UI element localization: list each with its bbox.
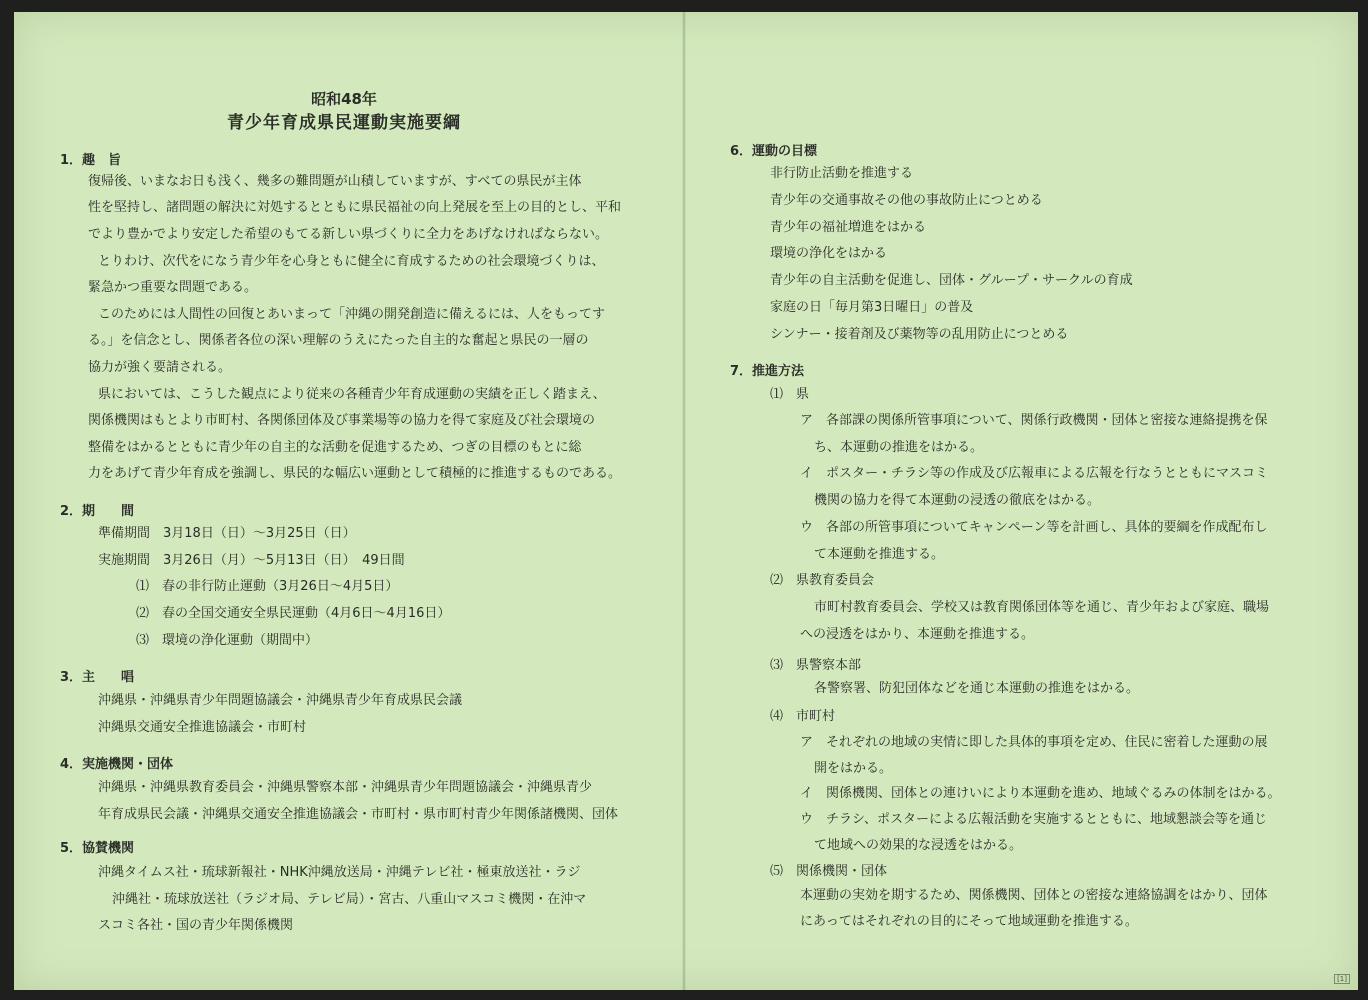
page-fold: [682, 12, 686, 990]
goal-item: 非行防止活動を推進する: [770, 166, 914, 181]
section-1-line: 緊急かつ重要な問題である。: [88, 280, 258, 295]
section-1-line: このためには人間性の回復とあいまって「沖縄の開発創造に備えるには、人をもってす: [98, 307, 606, 322]
method-line: イ ポスター・チラシ等の作成及び広報車による広報を行なうとともにマスコミ: [800, 466, 1269, 481]
section-6-heading: 6．運動の目標: [730, 144, 818, 159]
document-main-title: 青少年育成県民運動実施要綱: [227, 113, 461, 133]
page-number: [1]: [1334, 974, 1350, 984]
method-line: 各警察署、防犯団体などを通じ本運動の推進をはかる。: [814, 681, 1140, 696]
section-5-line: スコミ各社・国の青少年関係機関: [98, 918, 294, 933]
section-7-heading: 7．推進方法: [730, 364, 805, 379]
section-1-line: 整備をはかるとともに青少年の自主的な活動を促進するため、つぎの目標のもとに総: [88, 440, 582, 455]
section-4-line: 沖縄県・沖縄県教育委員会・沖縄県警察本部・沖縄県青少年問題協議会・沖縄県青少: [98, 780, 593, 795]
method-subheading: ⑸ 関係機関・団体: [770, 864, 888, 879]
method-line: 機関の協力を得て本運動の浸透の徹底をはかる。: [814, 493, 1101, 508]
section-3-line: 沖縄県・沖縄県青少年問題協議会・沖縄県青少年育成県民会議: [98, 693, 463, 708]
method-line: にあってはそれぞれの目的にそって地域運動を推進する。: [800, 914, 1138, 929]
method-line: ア それぞれの地域の実情に即した具体的事項を定め、住民に密着した運動の展: [800, 735, 1268, 750]
period-item: ⑶ 環境の浄化運動（期間中）: [136, 633, 319, 648]
method-subheading: ⑷ 市町村: [770, 709, 836, 724]
method-subheading: ⑴ 県: [770, 387, 810, 402]
section-5-line: 沖縄社・琉球放送社（ラジオ局、テレビ局）・宮古、八重山マスコミ機関・在沖マ: [112, 892, 587, 907]
section-1-line: る。」を信念とし、関係者各位の深い理解のうえにたった自主的な奮起と県民の一層の: [88, 333, 589, 348]
section-1-line: 性を堅持し、諸問題の解決に対処するとともに県民福祉の向上発展を至上の目的とし、平和: [88, 200, 622, 215]
period-prep: 準備期間 3月18日（日）～3月25日（日）: [98, 526, 356, 541]
section-1-heading: 1．趣 旨: [60, 153, 122, 168]
period-implementation: 実施期間 3月26日（月）～5月13日（日） 49日間: [98, 553, 405, 568]
method-line: て地域への効果的な浸透をはかる。: [814, 838, 1023, 853]
method-line: 市町村教育委員会、学校又は教育関係団体等を通じ、青少年および家庭、職場: [814, 600, 1270, 615]
method-subheading: ⑶ 県警察本部: [770, 658, 862, 673]
goal-item: 家庭の日「毎月第3日曜日」の普及: [770, 300, 974, 315]
method-line: ア 各部課の関係所管事項について、関係行政機関・団体と密接な連絡提携を保: [800, 413, 1268, 428]
section-5-line: 沖縄タイムス社・琉球新報社・NHK沖縄放送局・沖縄テレビ社・極東放送社・ラジ: [98, 865, 581, 880]
section-1-line: とりわけ、次代をになう青少年を心身ともに健全に育成するための社会環境づくりは、: [98, 254, 605, 269]
method-line: て本運動を推進する。: [814, 547, 945, 562]
method-subheading: ⑵ 県教育委員会: [770, 573, 875, 588]
period-item: ⑴ 春の非行防止運動（3月26日～4月5日）: [136, 579, 399, 594]
goal-item: 青少年の自主活動を促進し、団体・グループ・サークルの育成: [770, 273, 1133, 288]
section-1-line: 力をあげて青少年育成を強調し、県民的な幅広い運動として積極的に推進するものである。: [88, 466, 622, 481]
section-1-line: 県においては、こうした観点により従来の各種青少年育成運動の実績を正しく踏まえ、: [98, 387, 606, 402]
section-5-heading: 5．協賛機関: [60, 841, 135, 856]
document-sheet: [14, 12, 1358, 990]
method-line: への浸透をはかり、本運動を推進する。: [800, 627, 1035, 642]
method-line: ウ チラシ、ポスターによる広報活動を実施するとともに、地域懇談会等を通じ: [800, 812, 1267, 827]
period-item: ⑵ 春の全国交通安全県民運動（4月6日～4月16日）: [136, 606, 451, 621]
section-1-line: 協力が強く要請される。: [88, 360, 232, 375]
method-line: 本運動の実効を期するため、関係機関、団体との密接な連絡協調をはかり、団体: [800, 888, 1268, 903]
method-line: イ 関係機関、団体との連けいにより本運動を進め、地域ぐるみの体制をはかる。: [800, 786, 1281, 801]
section-2-heading: 2．期 間: [60, 504, 135, 519]
goal-item: シンナー・接着剤及び薬物等の乱用防止につとめる: [770, 327, 1069, 342]
goal-item: 青少年の交通事故その他の事故防止につとめる: [770, 193, 1043, 208]
section-1-line: でより豊かでより安定した希望のもてる新しい県づくりに全力をあげなければならない。: [88, 227, 609, 242]
section-4-heading: 4．実施機関・団体: [60, 757, 174, 772]
section-3-line: 沖縄県交通安全推進協議会・市町村: [98, 720, 307, 735]
section-1-line: 復帰後、いまなお日も浅く、幾多の難問題が山積していますが、すべての県民が主体: [88, 174, 582, 189]
method-line: 開をはかる。: [814, 761, 893, 776]
goal-item: 青少年の福祉増進をはかる: [770, 220, 927, 235]
section-1-line: 関係機関はもとより市町村、各関係団体及び事業場等の協力を得て家庭及び社会環境の: [88, 413, 596, 428]
method-line: ち、本運動の推進をはかる。: [814, 440, 984, 455]
section-3-heading: 3．主 唱: [60, 670, 135, 685]
document-era-title: 昭和48年: [311, 90, 377, 108]
goal-item: 環境の浄化をはかる: [770, 246, 888, 261]
section-4-line: 年育成県民会議・沖縄県交通安全推進協議会・市町村・県市町村青少年関係諸機関、団体: [98, 807, 619, 822]
method-line: ウ 各部の所管事項についてキャンペーン等を計画し、具体的要綱を作成配布し: [800, 520, 1268, 535]
